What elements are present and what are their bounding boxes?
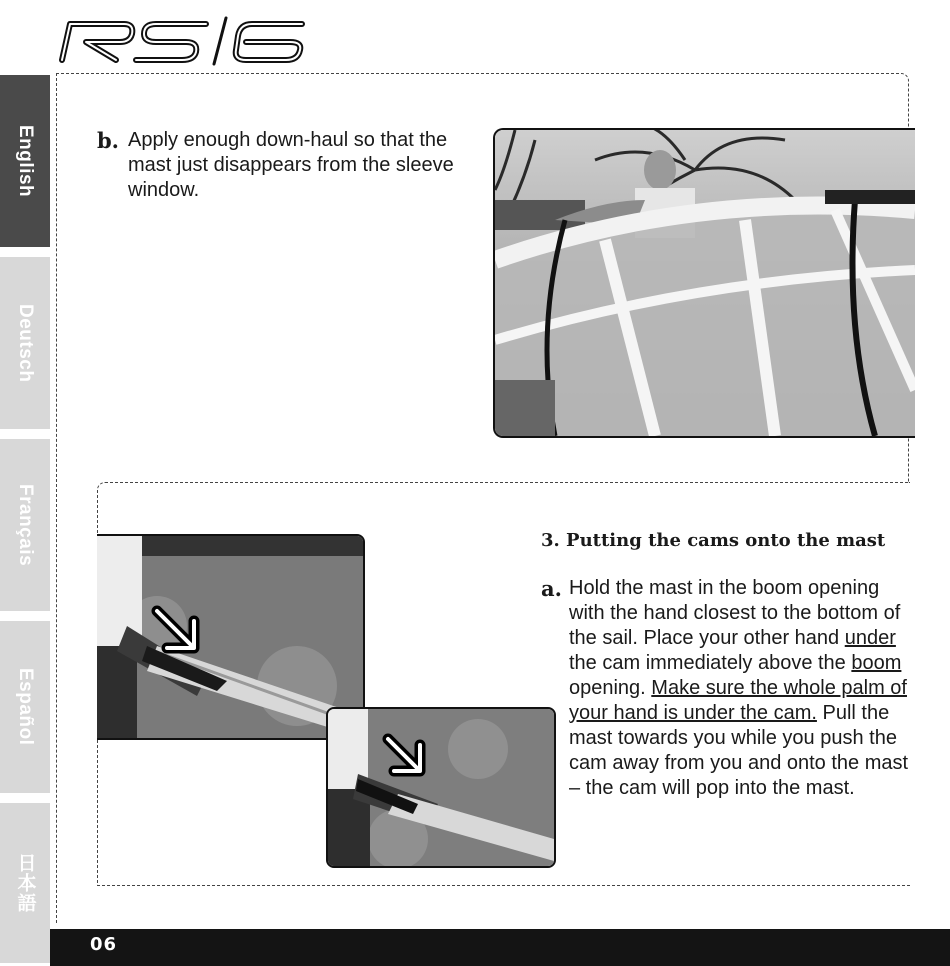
- step-a-text-4: Pull the mast towards you while you push the cam away from you and onto the mast – the cam will pop into the mast.: [569, 702, 909, 799]
- footer-bar: [50, 929, 950, 966]
- step-a-text: [569, 576, 914, 801]
- tab-english[interactable]: [0, 75, 50, 247]
- step-a-underline-3: Make sure the whole palm of your hand is under the cam.: [569, 677, 907, 724]
- tab-francais[interactable]: [0, 439, 50, 611]
- step-a-underline-2: boom: [851, 652, 902, 674]
- tab-espanol[interactable]: [0, 621, 50, 793]
- step-a-text-2: the cam immediately above the: [569, 652, 852, 674]
- tab-espanol-label: Español: [15, 668, 36, 746]
- step-a-text-3: opening.: [569, 677, 652, 699]
- step-a-underline-1: under: [844, 627, 896, 649]
- step-b-marker: b.: [97, 128, 119, 153]
- section-frame-left-rule: [56, 73, 57, 923]
- section-3-heading: 3. Putting the cams onto the mast: [541, 530, 886, 551]
- step-a: [541, 576, 916, 799]
- step-b-text: Apply enough down-haul so that the mast just disappears from the sleeve window.: [128, 129, 454, 201]
- tab-deutsch[interactable]: [0, 257, 50, 429]
- tab-japanese[interactable]: [0, 803, 50, 963]
- step-a-marker: a.: [541, 576, 562, 601]
- tab-deutsch-label: Deutsch: [15, 303, 36, 383]
- photo-cam-step-2: [326, 707, 556, 868]
- tab-francais-label: Français: [15, 483, 36, 567]
- step-a-text-1: Hold the mast in the boom opening with the hand closest to the bottom of the sail. Place your other hand: [569, 577, 901, 649]
- tab-japanese-label: 日本語: [14, 853, 36, 913]
- step-b: [97, 128, 467, 201]
- rs6-logo: [56, 10, 312, 66]
- page-number: 06: [90, 934, 118, 955]
- tab-english-label: English: [15, 124, 36, 198]
- photo-sail-window: [493, 128, 915, 438]
- photo-cam-step-1: [97, 534, 365, 740]
